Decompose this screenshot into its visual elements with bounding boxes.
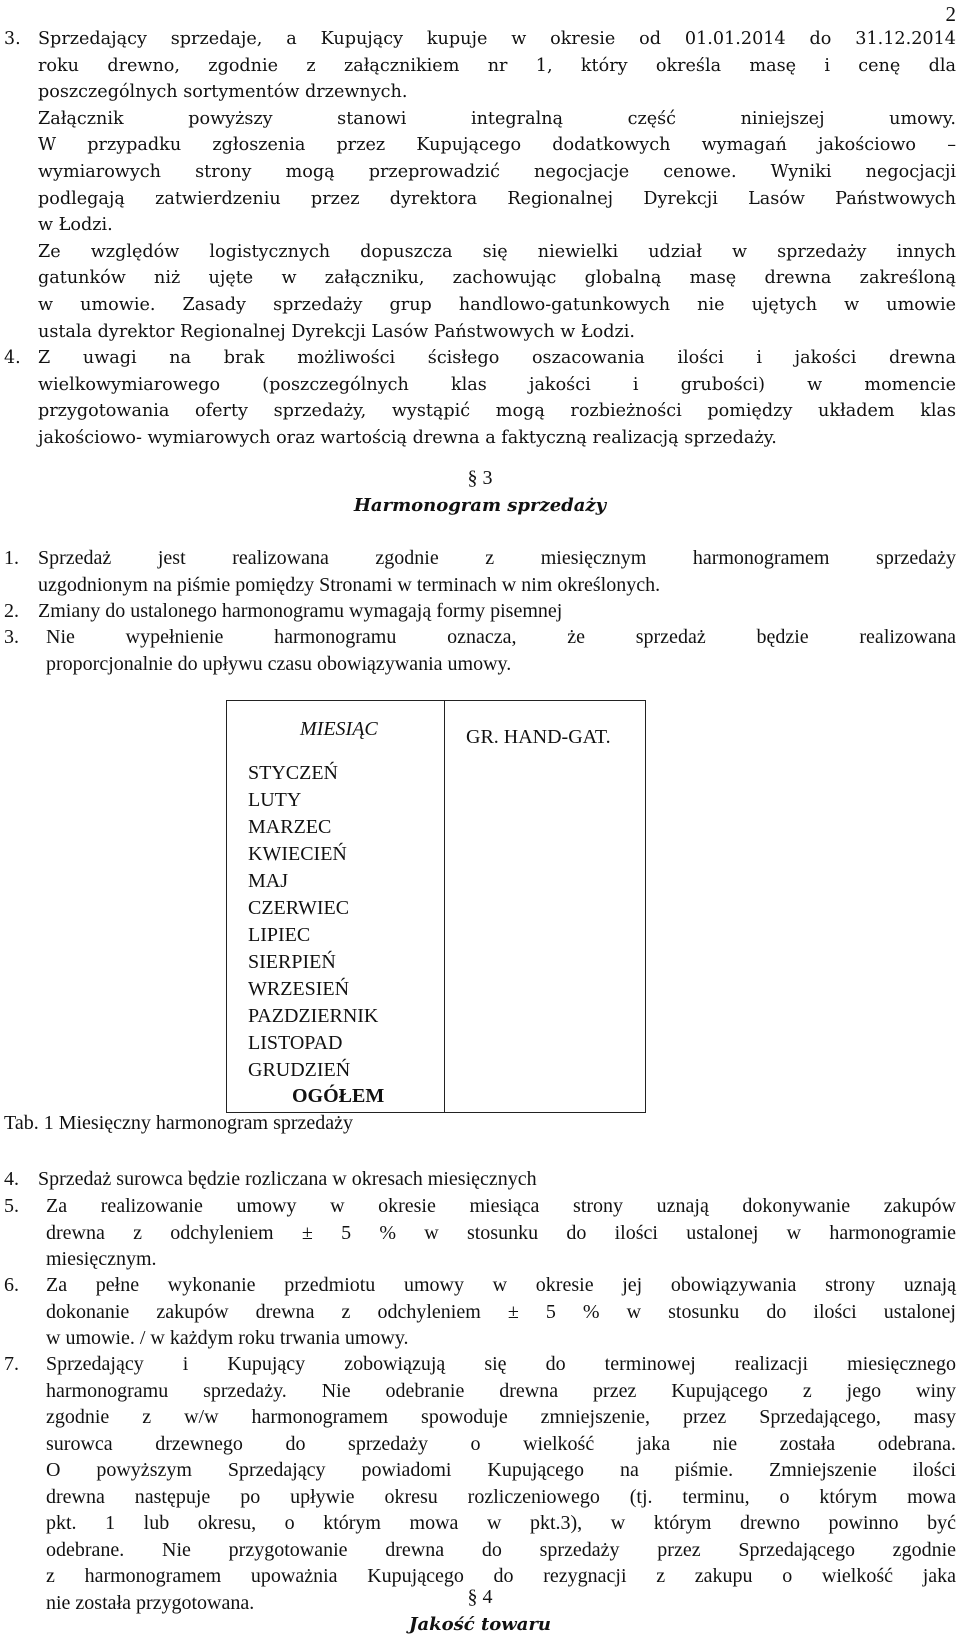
clause-text (38, 345, 956, 451)
month-row: STYCZEŃ (248, 762, 338, 784)
group-column-header: GR. HAND-GAT. (466, 726, 611, 748)
text-line: nie została przygotowana. (46, 1591, 255, 1614)
clause-number: 7. (4, 1353, 19, 1375)
clause-number: 4. (4, 348, 21, 368)
month-column-header: MIESIĄC (300, 718, 378, 740)
clause-text (46, 1193, 956, 1273)
text-line: wielkowymiarowego (poszczególnych klas jakości i grubości) w momencie (38, 374, 956, 395)
clause-text (46, 1272, 956, 1352)
month-row: LIPIEC (248, 924, 311, 946)
text-line: ustala dyrektor Regionalnej Dyrekcji Lasów Państwowych w Łodzi. (38, 321, 636, 342)
text-line: odebrane. Nie przygotowanie drewna do sprzedaży przez Sprzedającego zgodnie (46, 1538, 956, 1561)
clause-number: 1. (4, 547, 19, 569)
text-line: z harmonogramem upoważnia Kupującego do rezygnacji z zakupu o wielkość jaka (46, 1565, 956, 1587)
month-row: WRZESIEŃ (248, 978, 350, 1000)
section-mark: § 3 (467, 467, 493, 489)
month-row: LUTY (248, 789, 302, 811)
text-line: Za realizowanie umowy w okresie miesiąca strony uznają dokonywanie zakupów (46, 1195, 956, 1217)
text-line: surowca drzewnego do sprzedaży o wielkość jaka nie została odebrana. (46, 1432, 956, 1455)
section-mark: § 4 (467, 1586, 493, 1608)
clause-number: 2. (4, 600, 19, 622)
text-line: Z uwagi na brak możliwości ścisłego oszacowania ilości i jakości drewna (38, 348, 956, 368)
clause-text (38, 26, 956, 345)
text-line: uzgodnionym na piśmie pomiędzy Stronami w terminach w nim określonych. (38, 573, 661, 596)
clause-number: 4. (4, 1168, 19, 1190)
section-title: Harmonogram sprzedaży (353, 495, 607, 516)
text-line: wymiarowych strony mogą przeprowadzić negocjacje cenowe. Wyniki negocjacji (38, 161, 956, 182)
text-line: miesięcznym. (46, 1248, 157, 1270)
month-row: PAZDZIERNIK (248, 1005, 379, 1027)
text-line: Załącznik powyższy stanowi integralną część niniejszej umowy. (38, 108, 956, 129)
table-column-divider (444, 700, 445, 1113)
text-line: dokonanie zakupów drewna z odchyleniem ± 5 % w stosunku do ilości ustalonej (46, 1300, 956, 1323)
text-line: przygotowania oferty sprzedaży, wystąpić mogą rozbieżności pomiędzy układem klas (38, 401, 956, 422)
month-row: LISTOPAD (248, 1032, 343, 1054)
text-line: O powyższym Sprzedający powiadomi Kupującego na piśmie. Zmniejszenie ilości (46, 1459, 956, 1481)
total-label: OGÓŁEM (292, 1085, 385, 1107)
clause-number: 3. (4, 626, 19, 648)
text-line: roku drewno, zgodnie z załącznikiem nr 1, który określa masę i cenę dla (38, 55, 956, 76)
page-number: 2 (945, 2, 956, 26)
text-line: Ze względów logistycznych dopuszcza się niewielki udział w sprzedaży innych (38, 241, 956, 262)
text-line: pkt. 1 lub okresu, o którym mowa w pkt.3), w którym drewno powinno być (46, 1512, 956, 1534)
text-line: W przypadku zgłoszenia przez Kupującego dodatkowych wymagań jakościowo – (38, 135, 956, 156)
month-row: CZERWIEC (248, 897, 350, 919)
section-title: Jakość towaru (408, 1614, 552, 1635)
clause-text (38, 598, 956, 625)
text-line: Za pełne wykonanie przedmiotu umowy w okresie jej obowiązywania strony uznają (46, 1274, 956, 1296)
text-line: Zmiany do ustalonego harmonogramu wymagają formy pisemnej (38, 600, 563, 622)
month-list (248, 760, 378, 1084)
text-line: Sprzedający i Kupujący zobowiązują się do terminowej realizacji miesięcznego (46, 1353, 956, 1375)
text-line: podlegają zatwierdzeniu przez dyrektora Regionalnej Dyrekcji Lasów Państwowych (38, 188, 956, 209)
text-line: w umowie. / w każdym roku trwania umowy. (46, 1327, 409, 1349)
text-line: Sprzedaż surowca będzie rozliczana w okresach miesięcznych (38, 1168, 537, 1190)
text-line: proporcjonalnie do upływu czasu obowiązywania umowy. (46, 652, 512, 675)
text-line: gatunków niż ujęte w załączniku, zachowując globalną masę drewna zakreśloną (38, 268, 956, 289)
text-line: w umowie. Zasady sprzedaży grup handlowo-gatunkowych nie ujętych w umowie (38, 294, 956, 315)
month-row: SIERPIEŃ (248, 951, 336, 973)
text-line: harmonogramu sprzedaży. Nie odebranie drewna przez Kupującego z jego winy (46, 1379, 956, 1402)
text-line: poszczególnych sortymentów drzewnych. (38, 82, 408, 103)
clause-number: 3. (4, 29, 21, 49)
table-caption: Tab. 1 Miesięczny harmonogram sprzedaży (4, 1112, 354, 1134)
clause-number: 5. (4, 1195, 19, 1217)
clause-text (38, 1166, 956, 1193)
month-row: MAJ (248, 870, 289, 892)
text-line: jakościowo- wymiarowych oraz wartością drewna a faktyczną realizacją sprzedaży. (38, 427, 777, 448)
text-line: drewna następuje po upływie okresu rozliczeniowego (tj. terminu, o którym mowa (46, 1485, 956, 1508)
text-line: drewna z odchyleniem ± 5 % w stosunku do ilości ustalonej w harmonogramie (46, 1221, 956, 1244)
text-line: Nie wypełnienie harmonogramu oznacza, że sprzedaż będzie realizowana (46, 626, 956, 648)
month-row: MARZEC (248, 816, 332, 838)
clause-text (38, 545, 956, 598)
text-line: zgodnie z w/w harmonogramem spowoduje zmniejszenie, przez Sprzedającego, masy (46, 1406, 956, 1428)
text-line: w Łodzi. (38, 215, 113, 236)
month-row: KWIECIEŃ (248, 843, 347, 865)
month-row: GRUDZIEŃ (248, 1059, 351, 1081)
text-line: Sprzedający sprzedaje, a Kupujący kupuje w okresie od 01.01.2014 do 31.12.2014 (38, 29, 956, 49)
clause-text (46, 1351, 956, 1616)
text-line: Sprzedaż jest realizowana zgodnie z miesięcznym harmonogramem sprzedaży (38, 547, 956, 569)
clause-number: 6. (4, 1274, 19, 1296)
clause-text (46, 624, 956, 677)
